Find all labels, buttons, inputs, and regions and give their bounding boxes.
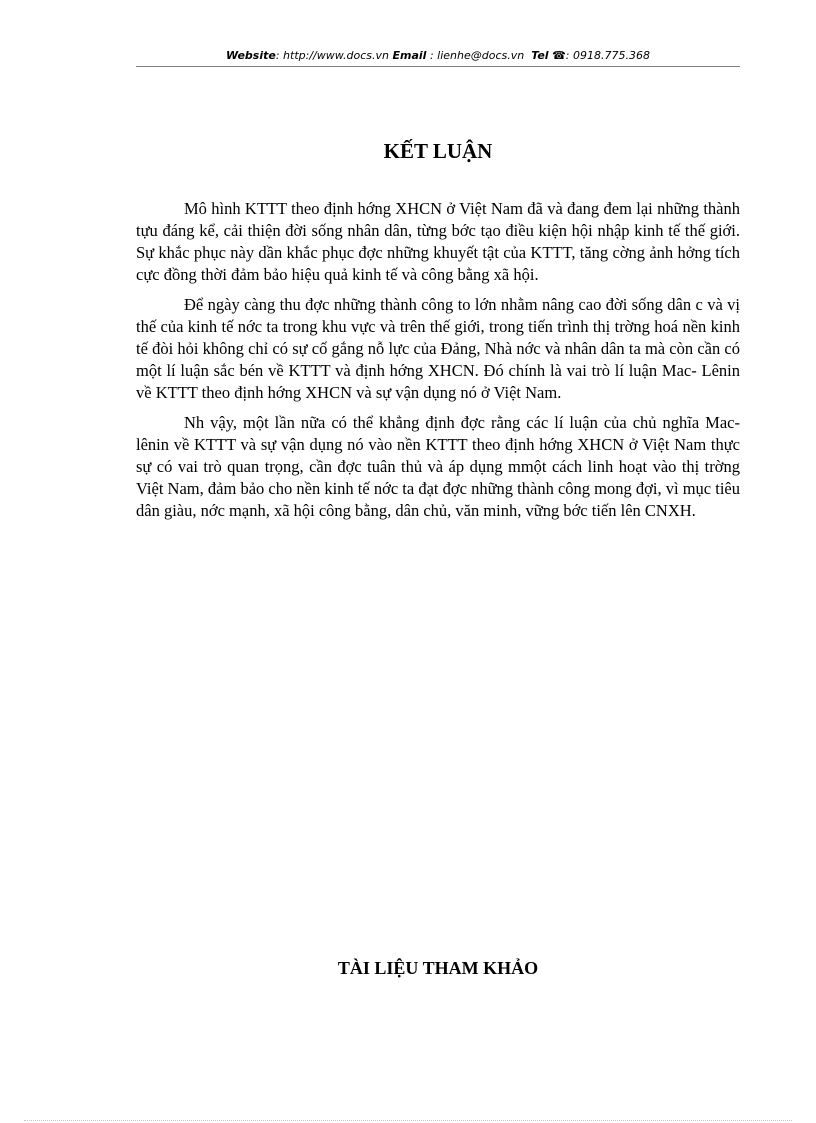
page-header [136, 48, 740, 64]
telephone-icon: ☎ [552, 49, 566, 62]
paragraph-3: Nh vậy, một lần nữa có thể khẳng định đợc rằng các lí luận của chủ nghĩa Mac-lênin về KTTT và sự vận dụng nó vào nền KTTT theo định hớng XHCN ở Việt Nam thực sự có vai trò quan trọng, cần đợc tuân thủ và áp dụng mmột cách linh hoạt vào thị trờng Việt Nam, đảm bảo cho nền kinh tế nớc ta đạt đợc những thành công mong đợi, vì mục tiêu dân giàu, nớc mạnh, xã hội công bằng, dân chủ, văn minh, vững bớc tiến lên CNXH. [136, 413, 740, 520]
paragraph-1: Mô hình KTTT theo định hớng XHCN ở Việt Nam đã và đang đem lại những thành tựu đáng kể, cải thiện đời sống nhân dân, từng bớc tạo điều kiện hội nhập kinh tế thế giới. Sự khắc phục này dần khắc phục đợc những khuyết tật của KTTT, tăng cờng ảnh hởng tích cực đồng thời đảm bảo hiệu quả kinh tế và công bằng xã hội. [136, 199, 740, 284]
footer-divider [24, 1120, 792, 1121]
header-divider [136, 66, 740, 67]
email-value: : lienhe@docs.vn [426, 49, 528, 62]
website-label: Website [226, 49, 276, 62]
tel-label: Tel [531, 49, 549, 62]
page-title: KẾT LUẬN [383, 139, 493, 163]
paragraph-2: Để ngày càng thu đợc những thành công to lớn nhằm nâng cao đời sống dân c và vị thế của kinh tế nớc ta trong khu vực và trên thế giới, trong tiến trình thị trờng hoá nền kinh tế đòi hỏi không chỉ có sự cố gắng nỗ lực của Đảng, Nhà nớc và nhân dân ta mà còn cần có một lí luận sắc bén về KTTT và định hớng XHCN. Đó chính là vai trò lí luận Mac- Lênin về KTTT theo định hớng XHCN và sự vận dụng nó ở Việt Nam. [136, 295, 740, 402]
references-heading: TÀI LIỆU THAM KHẢO [337, 958, 539, 978]
website-value: : http://www.docs.vn [275, 49, 393, 62]
conclusion-body [136, 198, 740, 530]
email-label: Email [392, 49, 427, 62]
tel-value: : 0918.775.368 [565, 49, 650, 62]
